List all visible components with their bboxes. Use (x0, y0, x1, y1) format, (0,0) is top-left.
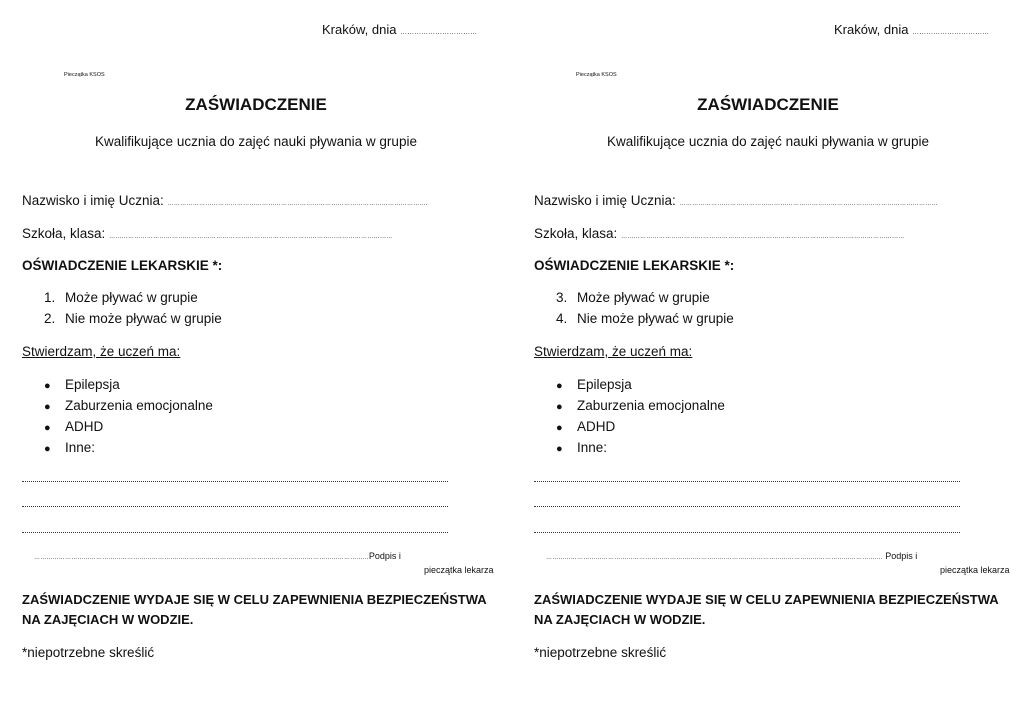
option-text: Nie może pływać w grupie (65, 311, 222, 326)
condition-text: Zaburzenia emocjonalne (577, 398, 725, 413)
stamp-label: Pieczątka KSOS (64, 72, 105, 78)
student-name-fill[interactable]: …………………………………………………………………………………………………………… (679, 201, 938, 207)
list-item[interactable] (44, 290, 222, 311)
option-text: Może pływać w grupie (577, 290, 710, 305)
signature-line (546, 551, 917, 561)
list-item[interactable] (44, 440, 213, 461)
footnote: *niepotrzebne skreślić (534, 645, 667, 660)
list-item[interactable] (44, 311, 222, 332)
bullet-icon: ● (44, 380, 51, 392)
certificate-form-left (22, 0, 512, 725)
school-class-fill[interactable]: ……………………………………………………………………………………………………………………… (621, 234, 905, 240)
bullet-icon: ● (556, 380, 563, 392)
option-number: 3. (556, 290, 568, 305)
document-subtitle: Kwalifikujące ucznia do zajęć nauki pływania w grupie (607, 134, 929, 149)
condition-text: ADHD (577, 419, 616, 434)
footnote: *niepotrzebne skreślić (22, 645, 155, 660)
student-name-label: Nazwisko i imię Ucznia: (22, 193, 164, 208)
medical-heading: OŚWIADCZENIE LEKARSKIE *: (534, 258, 735, 273)
condition-text: Epilepsja (577, 377, 632, 392)
date-line (834, 22, 989, 37)
signature-label-second: pieczątka lekarza (424, 565, 494, 575)
date-label: Kraków, dnia (834, 22, 909, 37)
student-name-field (534, 193, 938, 208)
signature-fill[interactable]: ………………………………………………………………………………………………………………………………………………. (546, 555, 883, 561)
certificate-form-right (534, 0, 1024, 725)
list-item[interactable] (44, 377, 213, 398)
date-label: Kraków, dnia (322, 22, 397, 37)
document-title: ZAŚWIADCZENIE (697, 95, 839, 114)
student-name-fill[interactable]: ……………………………………………………………………………………………………………. (167, 201, 428, 207)
bullet-icon: ● (44, 422, 51, 434)
blank-line[interactable] (22, 481, 448, 482)
list-item[interactable] (556, 419, 725, 440)
school-class-label: Szkoła, klasa: (534, 226, 618, 241)
signature-label: Podpis i (368, 551, 401, 561)
signature-fill[interactable]: ……………………………………………………………………………………………………………………………………………… (34, 555, 369, 561)
bullet-icon: ● (556, 443, 563, 455)
list-item[interactable] (556, 290, 734, 311)
signature-label: Podpis i (885, 551, 918, 561)
condition-text: Inne: (577, 440, 608, 455)
list-item[interactable] (44, 398, 213, 419)
list-item[interactable] (556, 377, 725, 398)
signature-line (34, 551, 401, 561)
student-name-field (22, 193, 428, 208)
blank-line[interactable] (22, 532, 448, 533)
stamp-label: Pieczątka KSOS (576, 72, 617, 78)
blank-line[interactable] (534, 481, 960, 482)
bullet-icon: ● (44, 401, 51, 413)
option-number: 4. (556, 311, 568, 326)
date-fill[interactable]: …………………………… (400, 29, 478, 36)
statement-label: Stwierdzam, że uczeń ma: (534, 344, 693, 359)
blank-line[interactable] (22, 506, 448, 507)
document-subtitle: Kwalifikujące ucznia do zajęć nauki pływania w grupie (95, 134, 417, 149)
condition-text: Zaburzenia emocjonalne (65, 398, 213, 413)
date-fill[interactable]: …………………………… (912, 29, 990, 36)
list-item[interactable] (556, 440, 725, 461)
option-number: 1. (44, 290, 56, 305)
bullet-icon: ● (44, 443, 51, 455)
option-list (556, 290, 734, 332)
blank-line[interactable] (534, 506, 960, 507)
date-line (322, 22, 477, 37)
statement-label: Stwierdzam, że uczeń ma: (22, 344, 181, 359)
condition-text: Inne: (65, 440, 96, 455)
school-class-label: Szkoła, klasa: (22, 226, 106, 241)
option-text: Nie może pływać w grupie (577, 311, 734, 326)
list-item[interactable] (556, 398, 725, 419)
list-item[interactable] (44, 419, 213, 440)
condition-list (556, 377, 725, 461)
final-statement: ZAŚWIADCZENIE WYDAJE SIĘ W CELU ZAPEWNIENIA BEZPIECZEŃSTWA NA ZAJĘCIACH W WODZIE. (534, 592, 999, 627)
document-title: ZAŚWIADCZENIE (185, 95, 327, 114)
condition-text: Epilepsja (65, 377, 120, 392)
school-class-field (22, 226, 393, 241)
blank-line[interactable] (534, 532, 960, 533)
school-class-fill[interactable]: ……………………………………………………………………………………………………………………… (109, 234, 393, 240)
student-name-label: Nazwisko i imię Ucznia: (534, 193, 676, 208)
option-list (44, 290, 222, 332)
bullet-icon: ● (556, 401, 563, 413)
condition-list (44, 377, 213, 461)
option-text: Może pływać w grupie (65, 290, 198, 305)
medical-heading: OŚWIADCZENIE LEKARSKIE *: (22, 258, 223, 273)
final-statement: ZAŚWIADCZENIE WYDAJE SIĘ W CELU ZAPEWNIENIA BEZPIECZEŃSTWA NA ZAJĘCIACH W WODZIE. (22, 592, 487, 627)
list-item[interactable] (556, 311, 734, 332)
option-number: 2. (44, 311, 56, 326)
signature-label-second: pieczątka lekarza (940, 565, 1010, 575)
school-class-field (534, 226, 905, 241)
bullet-icon: ● (556, 422, 563, 434)
condition-text: ADHD (65, 419, 104, 434)
